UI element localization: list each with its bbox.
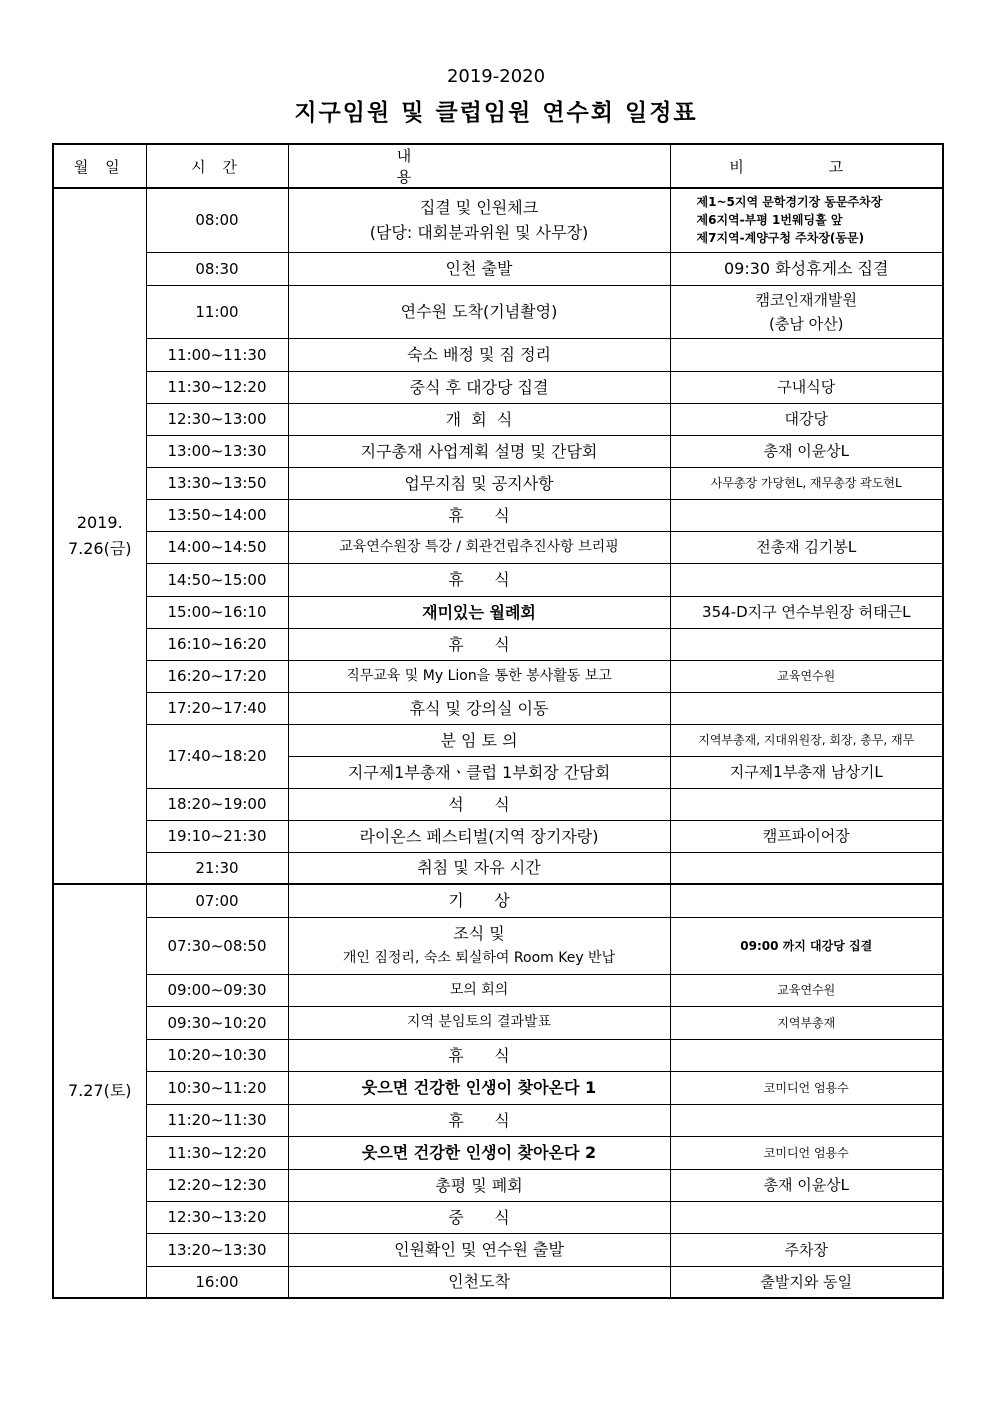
- table-row: [53, 660, 943, 692]
- row-time: 19:10∼21:30: [146, 820, 288, 852]
- header-note: 비 고: [670, 144, 943, 188]
- row-time: 07:00: [146, 884, 288, 917]
- row-content: 분 임 토 의: [288, 724, 670, 756]
- row-content: 교육연수원장 특강 / 회관건립추진사항 브리핑: [288, 531, 670, 563]
- row-content: 지역 분임토의 결과발표: [288, 1006, 670, 1039]
- row-note-line3: 제7지역-계양구청 주차장(동문): [696, 231, 865, 246]
- table-row: [53, 1201, 943, 1233]
- row-time: 11:00: [146, 285, 288, 338]
- row-content: 라이온스 페스티벌(지역 장기자랑): [288, 820, 670, 852]
- row-note: [670, 338, 943, 371]
- row-note: [670, 884, 943, 917]
- row-note: [670, 852, 943, 884]
- table-row: [53, 371, 943, 403]
- document-title: 지구임원 및 클럽임원 연수회 일정표: [294, 100, 698, 126]
- row-note: 총재 이윤상L: [670, 1169, 943, 1201]
- row-note: [670, 1201, 943, 1233]
- day1-date-line2: 7.26(금): [67, 539, 132, 558]
- row-note-line1: 캠코인재개발원: [755, 290, 857, 309]
- table-row: [53, 974, 943, 1006]
- row-time: 09:30∼10:20: [146, 1006, 288, 1039]
- table-row: [53, 724, 943, 756]
- row-time: 16:20∼17:20: [146, 660, 288, 692]
- row-note: 교육연수원: [670, 974, 943, 1006]
- document-year: 2019-2020: [446, 66, 546, 87]
- row-content: 휴 식: [288, 1039, 670, 1071]
- row-note: [670, 499, 943, 531]
- row-time: 17:40∼18:20: [146, 724, 288, 788]
- row-time: 12:30∼13:20: [146, 1201, 288, 1233]
- row-note: [670, 285, 943, 338]
- row-note: [670, 1104, 943, 1136]
- row-content: 휴 식: [288, 499, 670, 531]
- row-note: 코미디언 엄용수: [670, 1136, 943, 1169]
- row-note: [670, 563, 943, 596]
- row-note: [670, 1039, 943, 1071]
- row-content: 기 상: [288, 884, 670, 917]
- header-date: 월 일: [53, 144, 146, 188]
- row-content: 개 회 식: [288, 403, 670, 435]
- row-content: 숙소 배정 및 짐 정리: [288, 338, 670, 371]
- row-content: 중 식: [288, 1201, 670, 1233]
- row-content: 재미있는 월례회: [288, 596, 670, 628]
- row-time: 13:50∼14:00: [146, 499, 288, 531]
- table-row: [53, 692, 943, 724]
- row-content-line1: 조식 및: [453, 923, 505, 943]
- row-time: 11:30∼12:20: [146, 1136, 288, 1169]
- row-time: 14:50∼15:00: [146, 563, 288, 596]
- row-time: 13:00∼13:30: [146, 435, 288, 467]
- table-row: [53, 596, 943, 628]
- table-row: [53, 338, 943, 371]
- row-time: 07:30∼08:50: [146, 917, 288, 974]
- table-row: [53, 1039, 943, 1071]
- schedule-table: [52, 143, 944, 1299]
- table-row: [53, 788, 943, 820]
- row-time: 18:20∼19:00: [146, 788, 288, 820]
- row-content: 지구제1부총재ㆍ클럽 1부회장 간담회: [288, 756, 670, 788]
- table-row: [53, 403, 943, 435]
- row-note: [670, 692, 943, 724]
- row-content: 인천도착: [288, 1266, 670, 1298]
- day1-date-line1: 2019.: [76, 513, 123, 532]
- row-note: 캠프파이어장: [670, 820, 943, 852]
- row-note: 주차장: [670, 1233, 943, 1266]
- row-content: 휴 식: [288, 563, 670, 596]
- row-time: 16:10∼16:20: [146, 628, 288, 660]
- table-row: [53, 1071, 943, 1104]
- row-content-line2: (담당: 대회분과위원 및 사무장): [369, 223, 589, 243]
- row-content: 웃으면 건강한 인생이 찾아온다 2: [288, 1136, 670, 1169]
- header-time: 시 간: [146, 144, 288, 188]
- row-note: 354-D지구 연수부원장 허태근L: [670, 596, 943, 628]
- row-time: 13:20∼13:30: [146, 1233, 288, 1266]
- row-time: 11:00∼11:30: [146, 338, 288, 371]
- row-time: 12:30∼13:00: [146, 403, 288, 435]
- table-row: [53, 1006, 943, 1039]
- table-row: [53, 499, 943, 531]
- row-note: 09:00 까지 대강당 집결: [670, 917, 943, 974]
- row-content-line1: 집결 및 인원체크: [419, 198, 539, 218]
- row-content: 직무교육 및 My Lion을 통한 봉사활동 보고: [288, 660, 670, 692]
- row-time: 09:00∼09:30: [146, 974, 288, 1006]
- table-row: [53, 188, 943, 252]
- row-content: 석 식: [288, 788, 670, 820]
- table-header-row: [53, 144, 943, 188]
- row-note: 전총재 김기봉L: [670, 531, 943, 563]
- row-time: 16:00: [146, 1266, 288, 1298]
- table-row: [53, 852, 943, 884]
- row-content-line2: 개인 짐정리, 숙소 퇴실하여 Room Key 반납: [342, 949, 616, 966]
- row-note: [670, 788, 943, 820]
- table-row: [53, 1233, 943, 1266]
- row-time: 14:00∼14:50: [146, 531, 288, 563]
- row-content: [288, 188, 670, 252]
- row-time: 10:20∼10:30: [146, 1039, 288, 1071]
- row-time: 17:20∼17:40: [146, 692, 288, 724]
- table-row: [53, 285, 943, 338]
- row-note: 코미디언 엄용수: [670, 1071, 943, 1104]
- row-time: 15:00∼16:10: [146, 596, 288, 628]
- row-note: 09:30 화성휴게소 집결: [670, 252, 943, 285]
- row-note: 지역부총재, 지대위원장, 회장, 총무, 재무: [670, 724, 943, 756]
- row-note-line2: 제6지역-부평 1번웨딩홀 앞: [696, 213, 843, 228]
- table-row: [53, 531, 943, 563]
- row-note: [670, 188, 943, 252]
- table-row: [53, 1136, 943, 1169]
- table-row: [53, 917, 943, 974]
- table-row: [53, 884, 943, 917]
- row-content: 취침 및 자유 시간: [288, 852, 670, 884]
- table-row: [53, 1104, 943, 1136]
- day2-date: 7.27(토): [53, 884, 146, 1298]
- table-row: [53, 820, 943, 852]
- table-row: [53, 252, 943, 285]
- row-time: 12:20∼12:30: [146, 1169, 288, 1201]
- row-content: 지구총재 사업계획 설명 및 간담회: [288, 435, 670, 467]
- row-content: 인원확인 및 연수원 출발: [288, 1233, 670, 1266]
- row-note: 교육연수원: [670, 660, 943, 692]
- row-time: 10:30∼11:20: [146, 1071, 288, 1104]
- header-content: 내 용: [288, 144, 670, 188]
- row-note: 구내식당: [670, 371, 943, 403]
- row-note: 사무총장 가당현L, 재무총장 곽도현L: [670, 467, 943, 499]
- row-content: 총평 및 폐회: [288, 1169, 670, 1201]
- row-note: 지구제1부총재 남상기L: [670, 756, 943, 788]
- row-time: 11:30∼12:20: [146, 371, 288, 403]
- row-time: 08:30: [146, 252, 288, 285]
- row-time: 21:30: [146, 852, 288, 884]
- row-content: 중식 후 대강당 집결: [288, 371, 670, 403]
- row-time: 13:30∼13:50: [146, 467, 288, 499]
- row-note-line2: (충남 아산): [769, 314, 844, 333]
- row-content: 연수원 도착(기념촬영): [288, 285, 670, 338]
- row-content: 휴 식: [288, 628, 670, 660]
- table-row: [53, 1266, 943, 1298]
- row-note-line1: 제1~5지역 문학경기장 동문주차장: [696, 195, 883, 210]
- row-content: 휴 식: [288, 1104, 670, 1136]
- row-content: 웃으면 건강한 인생이 찾아온다 1: [288, 1071, 670, 1104]
- row-content: 모의 회의: [288, 974, 670, 1006]
- row-content: [288, 917, 670, 974]
- row-time: 11:20∼11:30: [146, 1104, 288, 1136]
- table-row: [53, 628, 943, 660]
- row-content: 휴식 및 강의실 이동: [288, 692, 670, 724]
- table-row: [53, 467, 943, 499]
- row-content: 업무지침 및 공지사항: [288, 467, 670, 499]
- row-note: 출발지와 동일: [670, 1266, 943, 1298]
- row-note: 총재 이윤상L: [670, 435, 943, 467]
- table-row: [53, 563, 943, 596]
- row-time: 08:00: [146, 188, 288, 252]
- table-row: [53, 1169, 943, 1201]
- table-row: [53, 435, 943, 467]
- row-note: 대강당: [670, 403, 943, 435]
- row-content: 인천 출발: [288, 252, 670, 285]
- day1-date: [53, 188, 146, 884]
- row-note: 지역부총재: [670, 1006, 943, 1039]
- row-note: [670, 628, 943, 660]
